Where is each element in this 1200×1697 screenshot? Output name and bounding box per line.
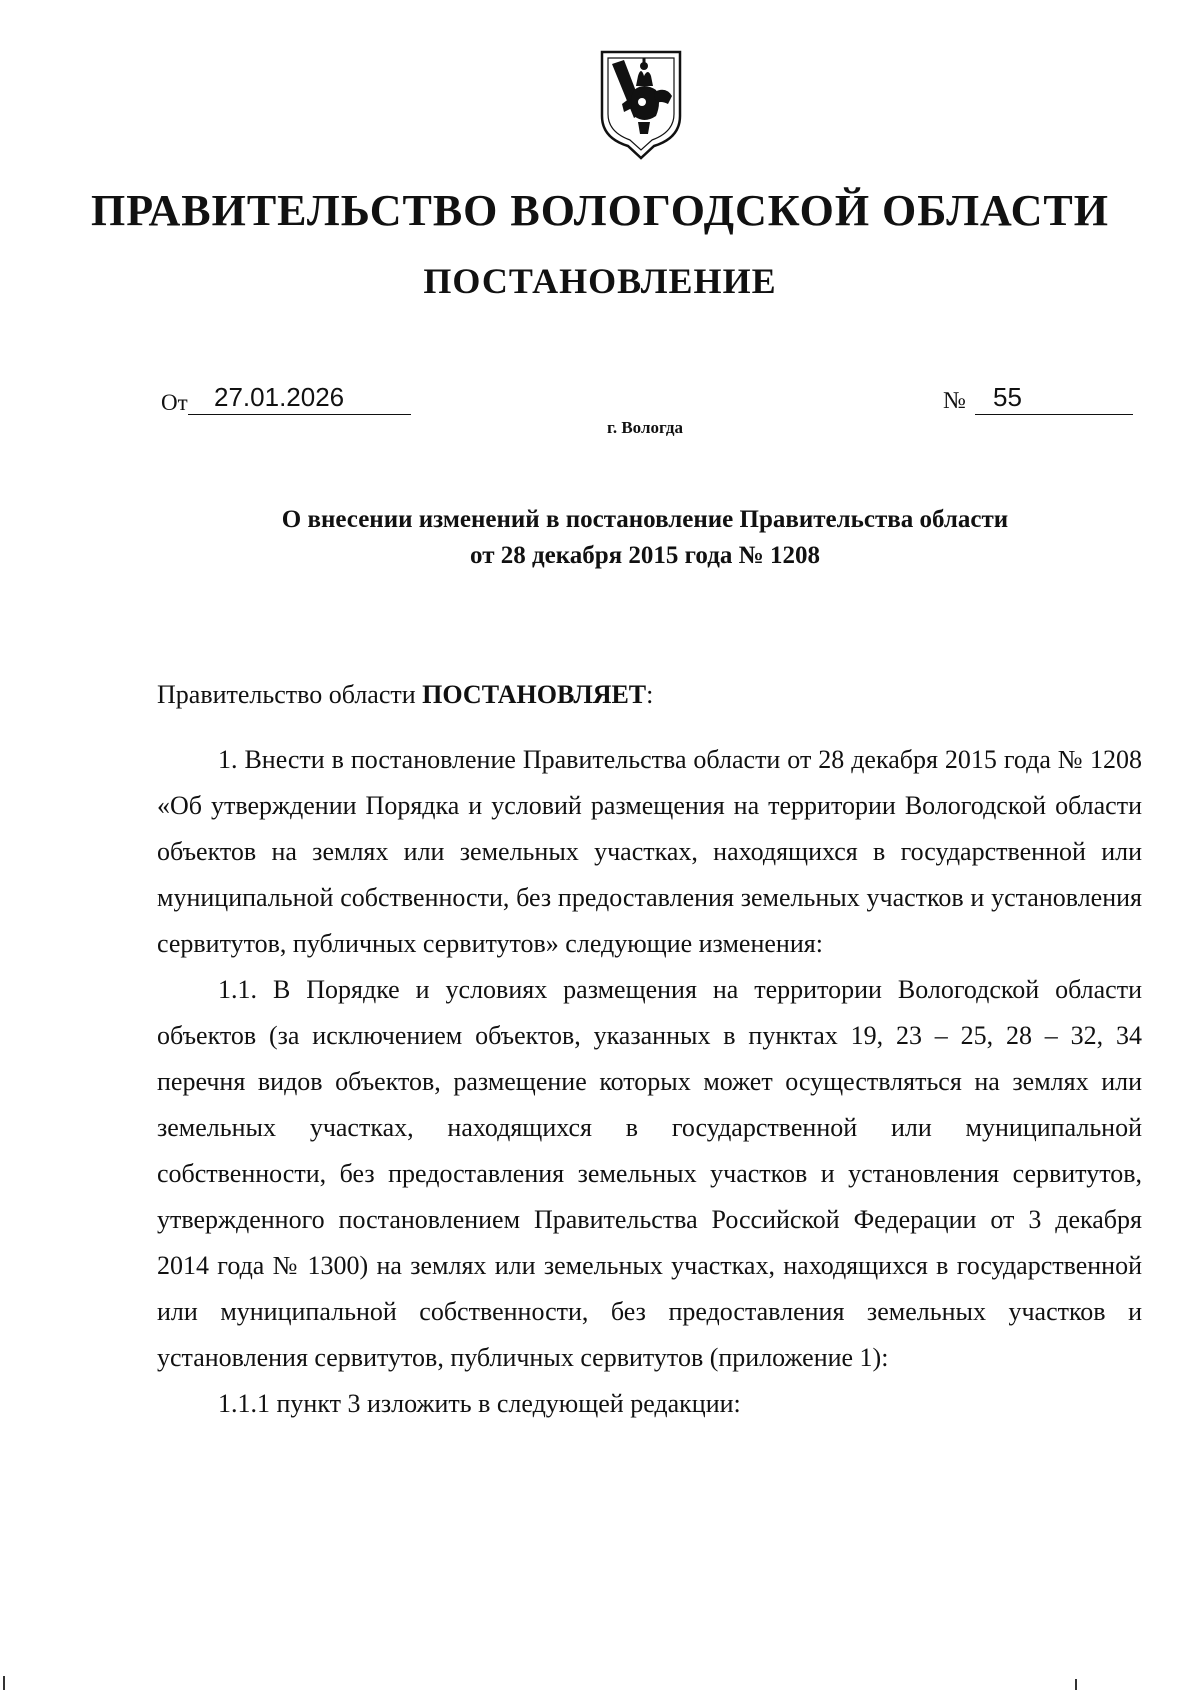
document-subject	[0, 502, 1200, 574]
scan-artifact-right	[1075, 1679, 1077, 1690]
subject-line-2: от 28 декабря 2015 года № 1208	[470, 542, 820, 569]
organization-title: ПРАВИТЕЛЬСТВО ВОЛОГОДСКОЙ ОБЛАСТИ	[91, 186, 1109, 235]
paragraph-1: 1. Внести в постановление Правительства области от 28 декабря 2015 года № 1208 «Об утверждении Порядка и условий размещения на территории Вологодской области объектов на землях или земельных участках, находящихся в государственной или муниципальной собственности, без предоставления земельных участков и установления сервитутов, публичных сервитутов» следующие изменения:	[157, 745, 1142, 958]
paragraph-1-1: 1.1. В Порядке и условиях размещения на территории Вологодской области объектов (за исключением объектов, указанных в пунктах 19, 23 – 25, 28 – 32, 34 перечня видов объектов, размещение которых может осуществляться на землях или земельных участках, находящихся в государственной или муниципальной собственности, без предоставления земельных участков и установления сервитутов, утвержденного постановлением Правительства Российской Федерации от 3 декабря 2014 года № 1300) на землях или земельных участках, находящихся в государственной или муниципальной собственности, без предоставления земельных участков и установления сервитутов, публичных сервитутов (приложение 1):	[157, 975, 1142, 1372]
preamble-prefix: Правительство области	[157, 680, 423, 709]
document-date: 27.01.2026	[188, 380, 411, 415]
date-label: От	[161, 390, 188, 415]
coat-of-arms-icon	[598, 46, 684, 162]
document-number: 55	[975, 380, 1133, 415]
preamble-suffix: :	[646, 680, 654, 709]
document-type: ПОСТАНОВЛЕНИЕ	[423, 261, 777, 301]
preamble-verb: ПОСТАНОВЛЯЕТ	[422, 680, 647, 709]
number-label: №	[943, 388, 966, 414]
document-body	[157, 672, 1142, 1427]
preamble	[157, 672, 1142, 718]
subject-line-1: О внесении изменений в постановление Правительства области	[281, 506, 1009, 533]
city-name: г. Вологда	[607, 418, 683, 437]
scan-artifact-left	[3, 1676, 5, 1690]
paragraph-1-1-1: 1.1.1 пункт 3 изложить в следующей редакции:	[218, 1389, 741, 1418]
